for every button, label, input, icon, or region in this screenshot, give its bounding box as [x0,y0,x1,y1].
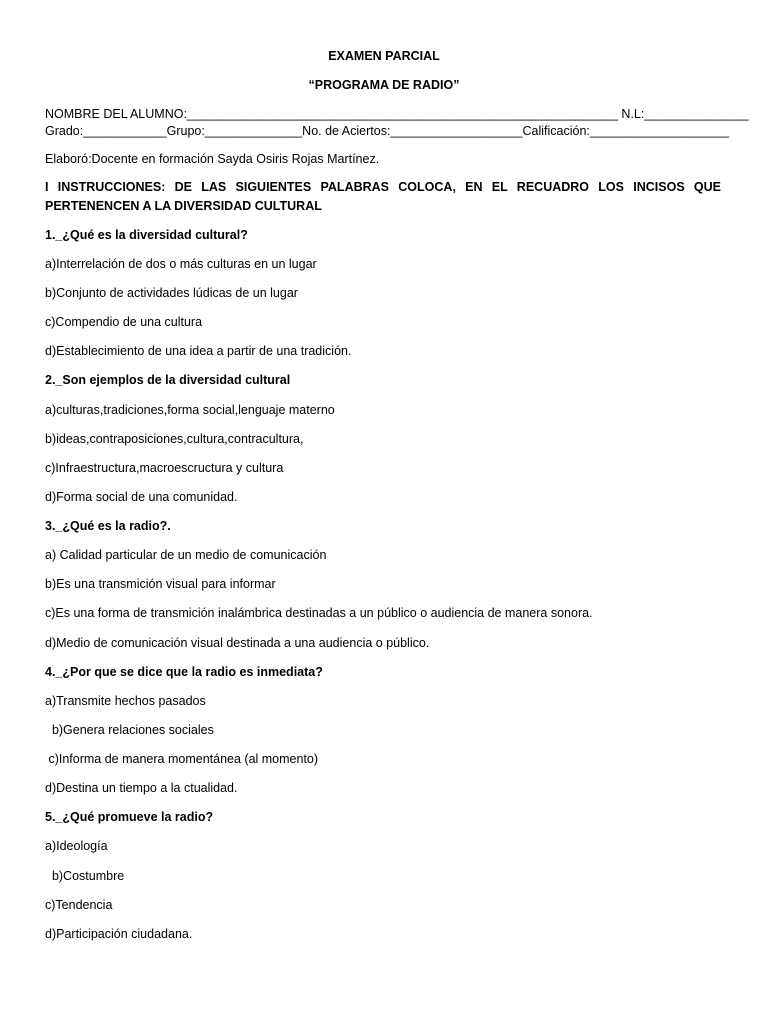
q3-option-a: a) Calidad particular de un medio de comunicación [45,548,327,562]
q4-option-a: a)Transmite hechos pasados [45,694,206,708]
exam-subtitle: “PROGRAMA DE RADIO” [308,78,460,92]
instructions: I INSTRUCCIONES: DE LAS SIGUIENTES PALABRAS COLOCA, EN EL RECUADRO LOS INCISOS QUE PERTENENCEN A LA DIVERSIDAD CULTURAL [45,180,721,213]
q3-option-d: d)Medio de comunicación visual destinada a una audiencia o público. [45,636,430,650]
q1-option-b: b)Conjunto de actividades lúdicas de un lugar [45,286,298,300]
q2-option-d: d)Forma social de una comunidad. [45,490,238,504]
q4-option-d: d)Destina un tiempo a la ctualidad. [45,781,238,795]
question-1: 1._¿Qué es la diversidad cultural? [45,228,248,242]
q5-option-c: c)Tendencia [45,898,113,912]
q4-option-b: b)Genera relaciones sociales [45,723,214,737]
question-2: 2._Son ejemplos de la diversidad cultural [45,373,291,387]
q1-option-d: d)Establecimiento de una idea a partir de una tradición. [45,344,352,358]
q3-option-b: b)Es una transmición visual para informar [45,577,276,591]
q2-option-b: b)ideas,contraposiciones,cultura,contracultura, [45,432,304,446]
q2-option-c: c)Infraestructura,macroescructura y cultura [45,461,284,475]
question-3: 3._¿Qué es la radio?. [45,519,171,533]
q1-option-c: c)Compendio de una cultura [45,315,203,329]
q5-option-d: d)Participación ciudadana. [45,927,193,941]
q4-option-c: c)Informa de manera momentánea (al momento) [45,752,319,766]
author-line: Elaboró:Docente en formación Sayda Osiris Rojas Martínez. [45,152,380,166]
exam-title: EXAMEN PARCIAL [328,49,440,63]
question-4: 4._¿Por que se dice que la radio es inmediata? [45,665,323,679]
student-grade-line: Grado:____________Grupo:______________No. de Aciertos:___________________Calificación:____________________ [45,124,729,138]
q5-option-a: a)Ideología [45,839,108,853]
student-name-line: NOMBRE DEL ALUMNO:______________________________________________________________ N.L:_______________ [45,107,749,121]
q5-option-b: b)Costumbre [45,869,125,883]
q3-option-c: c)Es una forma de transmición inalámbrica destinadas a un público o audiencia de manera sonora. [45,606,593,620]
question-5: 5._¿Qué promueve la radio? [45,810,214,824]
q1-option-a: a)Interrelación de dos o más culturas en un lugar [45,257,317,271]
q2-option-a: a)culturas,tradiciones,forma social,lenguaje materno [45,403,335,417]
